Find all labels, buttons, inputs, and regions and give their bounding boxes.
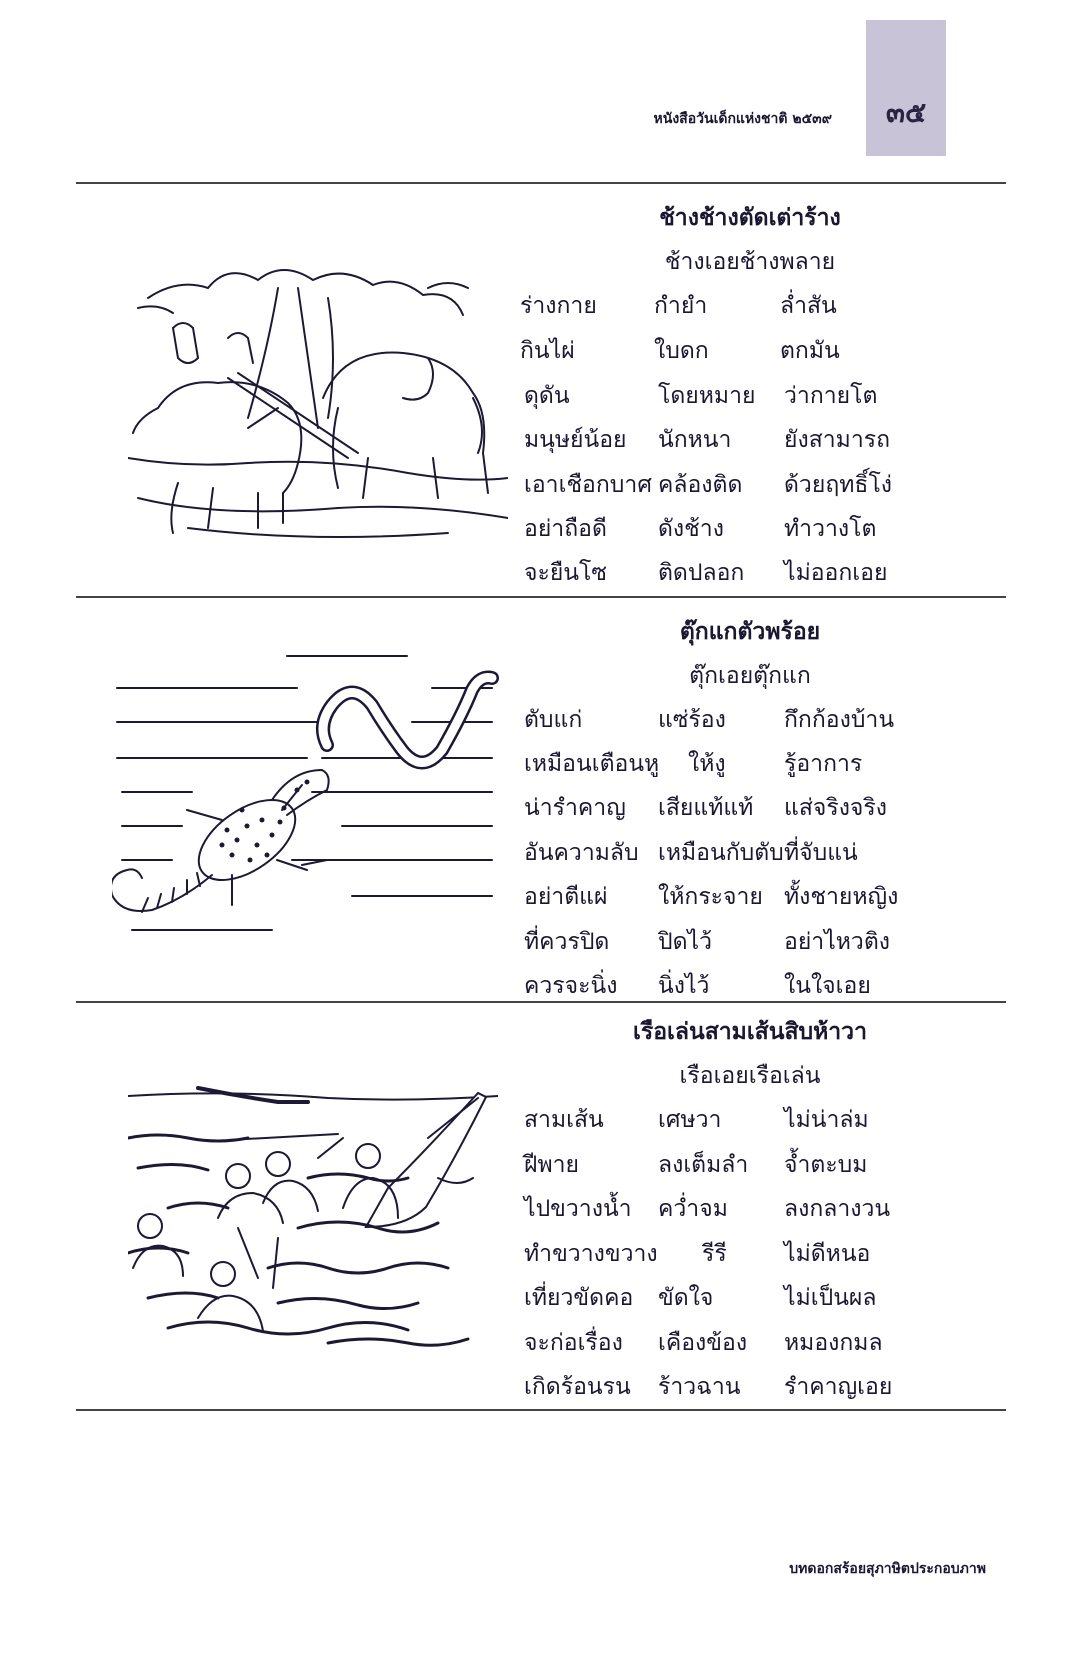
verse-word: อย่าไหวติง (784, 929, 891, 955)
poem-title: เรือเล่นสามเส้นสิบห้าวา (633, 1019, 867, 1045)
elephant-illustration (128, 258, 508, 558)
poem-opening: เรือเอยเรือเล่น (679, 1063, 821, 1089)
verse-word: จะยืนโซ (524, 560, 607, 586)
capsized-boat-illustration (128, 1078, 498, 1358)
verse-word: ไม่ดีหนอ (784, 1241, 871, 1267)
verse-word: ลงกลางวน (784, 1196, 891, 1222)
page-number: ๓๕ (885, 96, 927, 129)
verse-word: ที่ควรปิด (524, 929, 610, 955)
verse-word: ไม่ออกเอย (784, 560, 888, 586)
poem-title: ตุ๊กแกตัวพร้อย (679, 619, 821, 645)
verse-word: ติดปลอก (658, 560, 745, 586)
verse-word: โดยหมาย (658, 383, 756, 409)
verse-word: มนุษย์น้อย (524, 427, 627, 453)
verse-word: ทำขวางขวาง (524, 1241, 658, 1267)
verse-word: เศษวา (658, 1107, 722, 1133)
verse-word: น่ารำคาญ (524, 795, 626, 821)
poem-title: ช้างช้างตัดเต่าร้าง (659, 205, 841, 231)
verse-word: คว่ำจม (658, 1196, 728, 1222)
verse-word: ไม่น่าล่ม (784, 1107, 869, 1133)
verse-word: ทั้งชายหญิง (784, 884, 899, 910)
verse-word: อันความลับ (524, 840, 639, 866)
verse-word: ร่างกาย (520, 293, 597, 319)
verse-word: อย่าตีแผ่ (524, 884, 608, 910)
verse-word: ขัดใจ (658, 1285, 714, 1311)
verse-word: ให้กระจาย (658, 884, 763, 910)
poem-opening: ตุ๊กเอยตุ๊กแก (689, 663, 811, 689)
verse-word: ด้วยฤทธิ์โง่ (784, 472, 893, 498)
verse-word: รีรี (702, 1241, 727, 1267)
verse-word: ตกมัน (780, 338, 840, 364)
verse-word: ในใจเอย (784, 973, 871, 999)
divider-1 (76, 596, 1006, 598)
gecko-and-snake-illustration (112, 650, 502, 950)
verse-word: เอาเชือกบาศ (524, 472, 652, 498)
verse-word: ให้งู (688, 751, 726, 777)
verse-word: ว่ากายโต (784, 383, 878, 409)
verse-word: ดุดัน (524, 383, 570, 409)
verse-word: ควรจะนิ่ง (524, 973, 618, 999)
verse-word: ฝีพาย (524, 1152, 580, 1178)
verse-word: เคืองข้อง (658, 1330, 748, 1356)
verse-word: ล่ำสัน (780, 293, 837, 319)
verse-word: รำคาญเอย (784, 1374, 893, 1400)
divider-bottom (76, 1409, 1006, 1411)
poem-opening: ช้างเอยช้างพลาย (664, 249, 836, 275)
verse-word: ทำวางโต (784, 516, 877, 542)
verse-word: อย่าถือดี (524, 516, 607, 542)
verse-word: กินไผ่ (520, 338, 575, 364)
verse-word: เหมือนเตือนหู (524, 751, 660, 777)
verse-word: เหมือนกับตับ (658, 840, 784, 866)
page-number-badge (866, 20, 946, 156)
verse-word: หมองกมล (784, 1330, 883, 1356)
verse-word: ดังช้าง (658, 516, 724, 542)
verse-word: กึกก้องบ้าน (784, 707, 895, 733)
verse-word: นักหนา (658, 427, 732, 453)
header-title: หนังสือวันเด็กแห่งชาติ ๒๕๓๙ (653, 111, 832, 127)
verse-word: ตับแก่ (524, 707, 583, 733)
verse-word: จ้ำตะบม (784, 1152, 868, 1178)
verse-word: กำยำ (654, 293, 708, 319)
verse-word: ปิดไว้ (658, 929, 713, 955)
divider-top (76, 182, 1006, 184)
verse-word: แซ่ร้อง (658, 707, 726, 733)
verse-word: เที่ยวขัดคอ (524, 1285, 634, 1311)
verse-word: สามเส้น (524, 1107, 604, 1133)
verse-word: ไปขวางน้ำ (524, 1196, 632, 1222)
verse-word: ยังสามารถ (784, 427, 891, 453)
verse-word: ที่จับแน่ (784, 840, 858, 866)
verse-word: ไม่เป็นผล (784, 1285, 877, 1311)
verse-word: ลงเต็มลำ (658, 1152, 749, 1178)
verse-word: รู้อาการ (784, 751, 863, 777)
verse-word: แส่จริงจริง (784, 795, 887, 821)
verse-word: เสียแท้แท้ (658, 795, 754, 821)
verse-word: เกิดร้อนรน (524, 1374, 631, 1400)
verse-word: ใบดก (654, 338, 709, 364)
verse-word: นิ่งไว้ (658, 973, 710, 999)
verse-word: ร้าวฉาน (658, 1374, 741, 1400)
verse-word: คล้องติด (658, 472, 743, 498)
verse-word: จะก่อเรื่อง (524, 1330, 623, 1356)
footer-note: บทดอกสร้อยสุภาษิตประกอบภาพ (789, 1561, 986, 1577)
